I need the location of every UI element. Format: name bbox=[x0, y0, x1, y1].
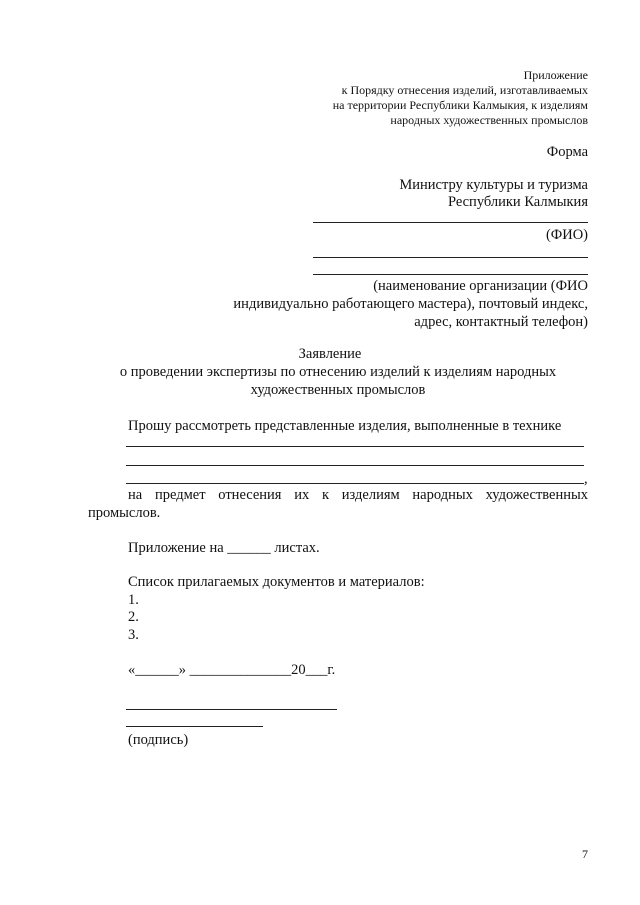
statement-subtitle-line-2: художественных промыслов bbox=[250, 382, 426, 398]
org-caption-line-2: индивидуально работающего мастера), почтовый индекс, bbox=[233, 296, 588, 312]
date-field: «______» ______________20___г. bbox=[128, 662, 336, 678]
attachment-text: Приложение на ______ листах. bbox=[128, 540, 320, 556]
purpose-line-2: промыслов. bbox=[88, 505, 161, 521]
annex-line-3: народных художественных промыслов bbox=[390, 113, 588, 127]
list-item-1: 1. bbox=[128, 592, 139, 608]
org-blank-line-1 bbox=[313, 257, 588, 258]
addressee-line-1: Министру культуры и туризма bbox=[399, 177, 588, 193]
list-item-3: 3. bbox=[128, 627, 139, 643]
name-blank-line bbox=[126, 709, 337, 710]
annex-title: Приложение bbox=[523, 68, 588, 82]
technique-comma: , bbox=[584, 471, 588, 487]
technique-blank-line-3 bbox=[126, 483, 584, 484]
statement-subtitle-line-1: о проведении экспертизы по отнесению изделий к изделиям народных bbox=[119, 364, 557, 380]
annex-line-2: на территории Республики Калмыкия, к изделиям bbox=[332, 98, 588, 112]
org-blank-line-2 bbox=[313, 274, 588, 275]
annex-line-1: к Порядку отнесения изделий, изготавливаемых bbox=[341, 83, 588, 97]
fio-blank-line bbox=[313, 222, 588, 223]
technique-blank-line-2 bbox=[126, 465, 584, 466]
org-caption-line-1: (наименование организации (ФИО bbox=[373, 278, 588, 294]
form-label: Форма bbox=[546, 144, 588, 160]
purpose-line-1: на предмет отнесения их к изделиям народных художественных bbox=[128, 487, 588, 503]
fio-caption: (ФИО) bbox=[545, 227, 588, 243]
addressee-line-2: Республики Калмыкия bbox=[447, 194, 588, 210]
list-item-2: 2. bbox=[128, 609, 139, 625]
list-title: Список прилагаемых документов и материалов: bbox=[128, 574, 425, 590]
page-number: 7 bbox=[582, 847, 588, 861]
technique-blank-line-1 bbox=[126, 446, 584, 447]
signature-caption: (подпись) bbox=[128, 732, 189, 748]
statement-title: Заявление bbox=[298, 346, 362, 362]
request-text: Прошу рассмотреть представленные изделия, выполненные в технике bbox=[128, 418, 562, 434]
signature-blank-line bbox=[126, 726, 263, 727]
org-caption-line-3: адрес, контактный телефон) bbox=[414, 314, 588, 330]
